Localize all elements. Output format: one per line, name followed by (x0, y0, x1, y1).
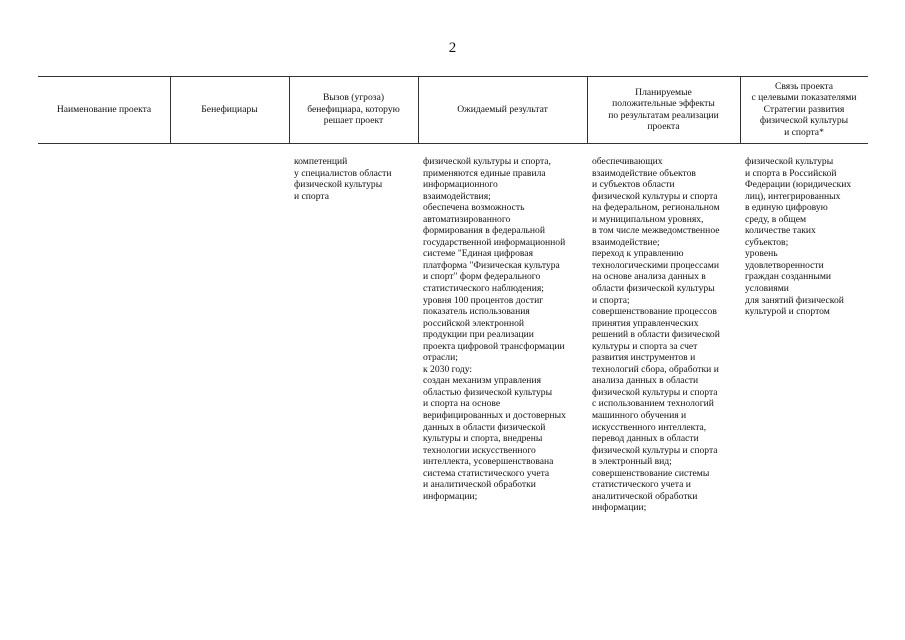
header-beneficiaries: Бенефициары (201, 103, 258, 115)
page-number: 2 (448, 40, 457, 56)
table-header-bottom-border (38, 143, 868, 144)
cell-expected-result: физической культуры и спорта, применяются единые правила информационного взаимодействия; обеспечена возможность автоматизированного формирования в федеральной государственной информационной системе "Единая цифровая платформа "Физическая культура и спорт" форм федерального статистического наблюдения; уровня 100 процентов достиг показатель использования российской электронной продукции при реализации проекта цифровой трансформации отрасли; к 2030 году: создан механизм управления областью физической культуры и спорта на основе верифицированных и достоверных данных в области физической культуры и спорта, внедрены технологии искусственного интеллекта, усовершенствована система статистического учета и аналитической обработки информации; (423, 156, 566, 502)
header-strategy-link: Связь проекта с целевыми показателями Стратегии развития физической культуры и спорта* (751, 80, 857, 138)
cell-strategy-link: физической культуры и спорта в Российской Федерации (юридических лиц), интегрированных в единую цифровую среду, в общем количестве таких субъектов; уровень удовлетворенности граждан созданными условиями для занятий физической культурой и спортом (745, 156, 852, 318)
header-challenge: Вызов (угроза) бенефициара, которую решает проект (307, 92, 400, 127)
cell-planned-effects: обеспечивающих взаимодействие объектов и субъектов области физической культуры и спорта на федеральном, региональном и муниципальном уровнях, в том числе межведомственное взаимодействие; переход к управлению технологическими процессами на основе анализа данных в области физической культуры и спорта; совершенствование процессов принятия управленческих решений в области физической культуры и спорта за счет развития инструментов и технологий сбора, обработки и анализа данных в области физической культуры и спорта с использованием технологий машинного обучения и искусственного интеллекта, перевод данных в области физической культуры и спорта в электронный вид; совершенствование системы статистического учета и аналитической обработки информации; (592, 156, 720, 514)
header-project-name: Наименование проекта (56, 103, 152, 115)
header-expected-result: Ожидаемый результат (457, 103, 548, 115)
cell-challenge: компетенций у специалистов области физической культуры и спорта (294, 156, 392, 202)
header-planned-effects: Планируемые положительные эффекты по результатам реализации проекта (608, 86, 719, 132)
